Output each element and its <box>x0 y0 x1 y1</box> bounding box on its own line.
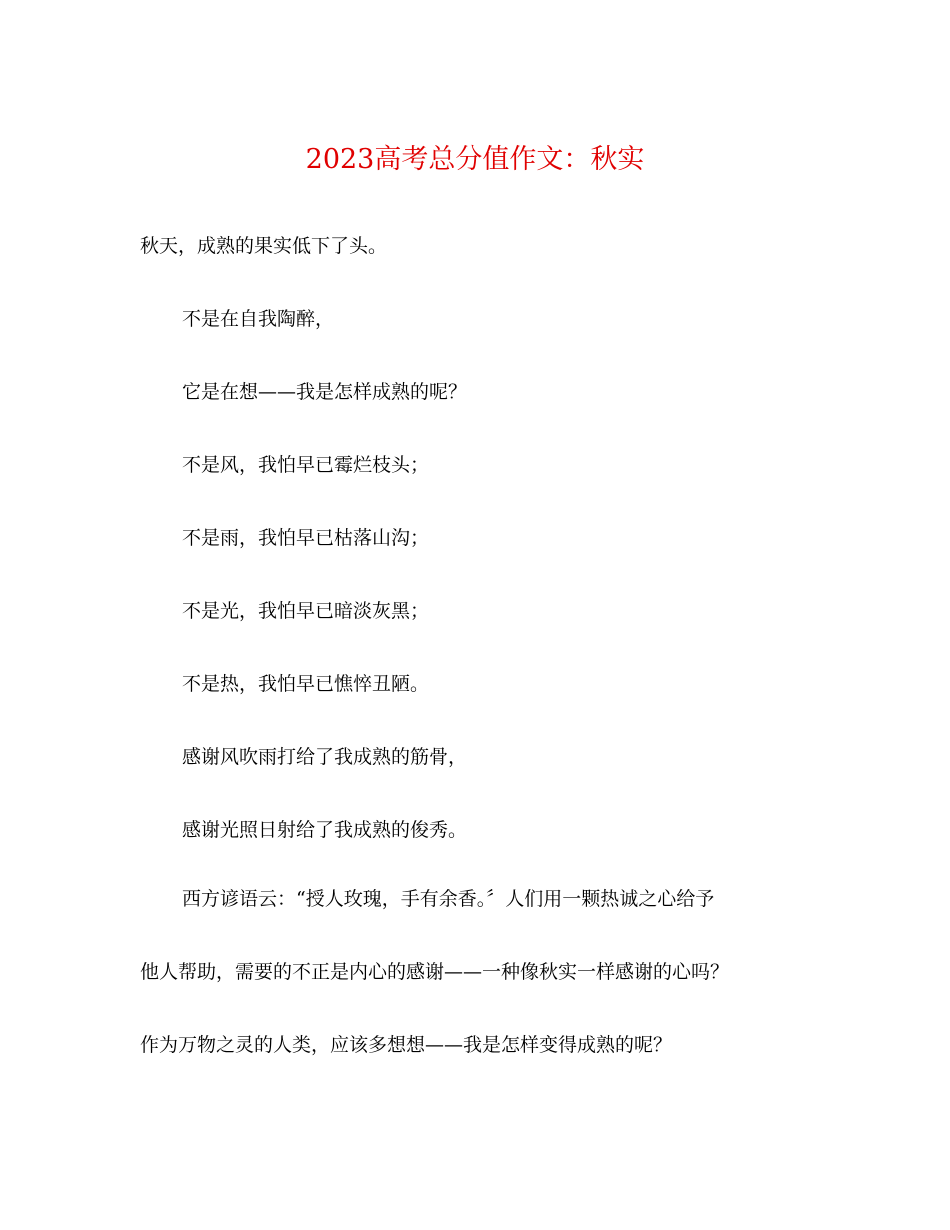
paragraph-line: 不是风，我怕早已霉烂枝头； <box>182 454 430 476</box>
document-title: 2023高考总分值作文：秋实 <box>305 144 645 175</box>
paragraph-line: 不是雨，我怕早已枯落山沟； <box>182 527 430 549</box>
paragraph-line: 不是热，我怕早已憔悴丑陋。 <box>182 673 430 695</box>
paragraph-line: 感谢光照日射给了我成熟的俊秀。 <box>182 819 468 841</box>
paragraph-line: 不是在自我陶醉， <box>182 308 335 330</box>
paragraph-line: 西方谚语云：“授人玫瑰，手有余香。〞人们用一颗热诚之心给予 <box>182 888 715 910</box>
paragraph-line: 不是光，我怕早已暗淡灰黑； <box>182 600 430 622</box>
paragraph-line: 感谢风吹雨打给了我成熟的筋骨， <box>182 746 468 768</box>
paragraph-line: 它是在想——我是怎样成熟的呢？ <box>182 381 468 403</box>
paragraph-line: 作为万物之灵的人类，应该多想想——我是怎样变得成熟的呢？ <box>140 1034 673 1056</box>
paragraph-line: 秋天，成熟的果实低下了头。 <box>140 235 388 257</box>
paragraph-line: 他人帮助，需要的不正是内心的感谢——一种像秋实一样感谢的心吗？ <box>140 961 730 983</box>
